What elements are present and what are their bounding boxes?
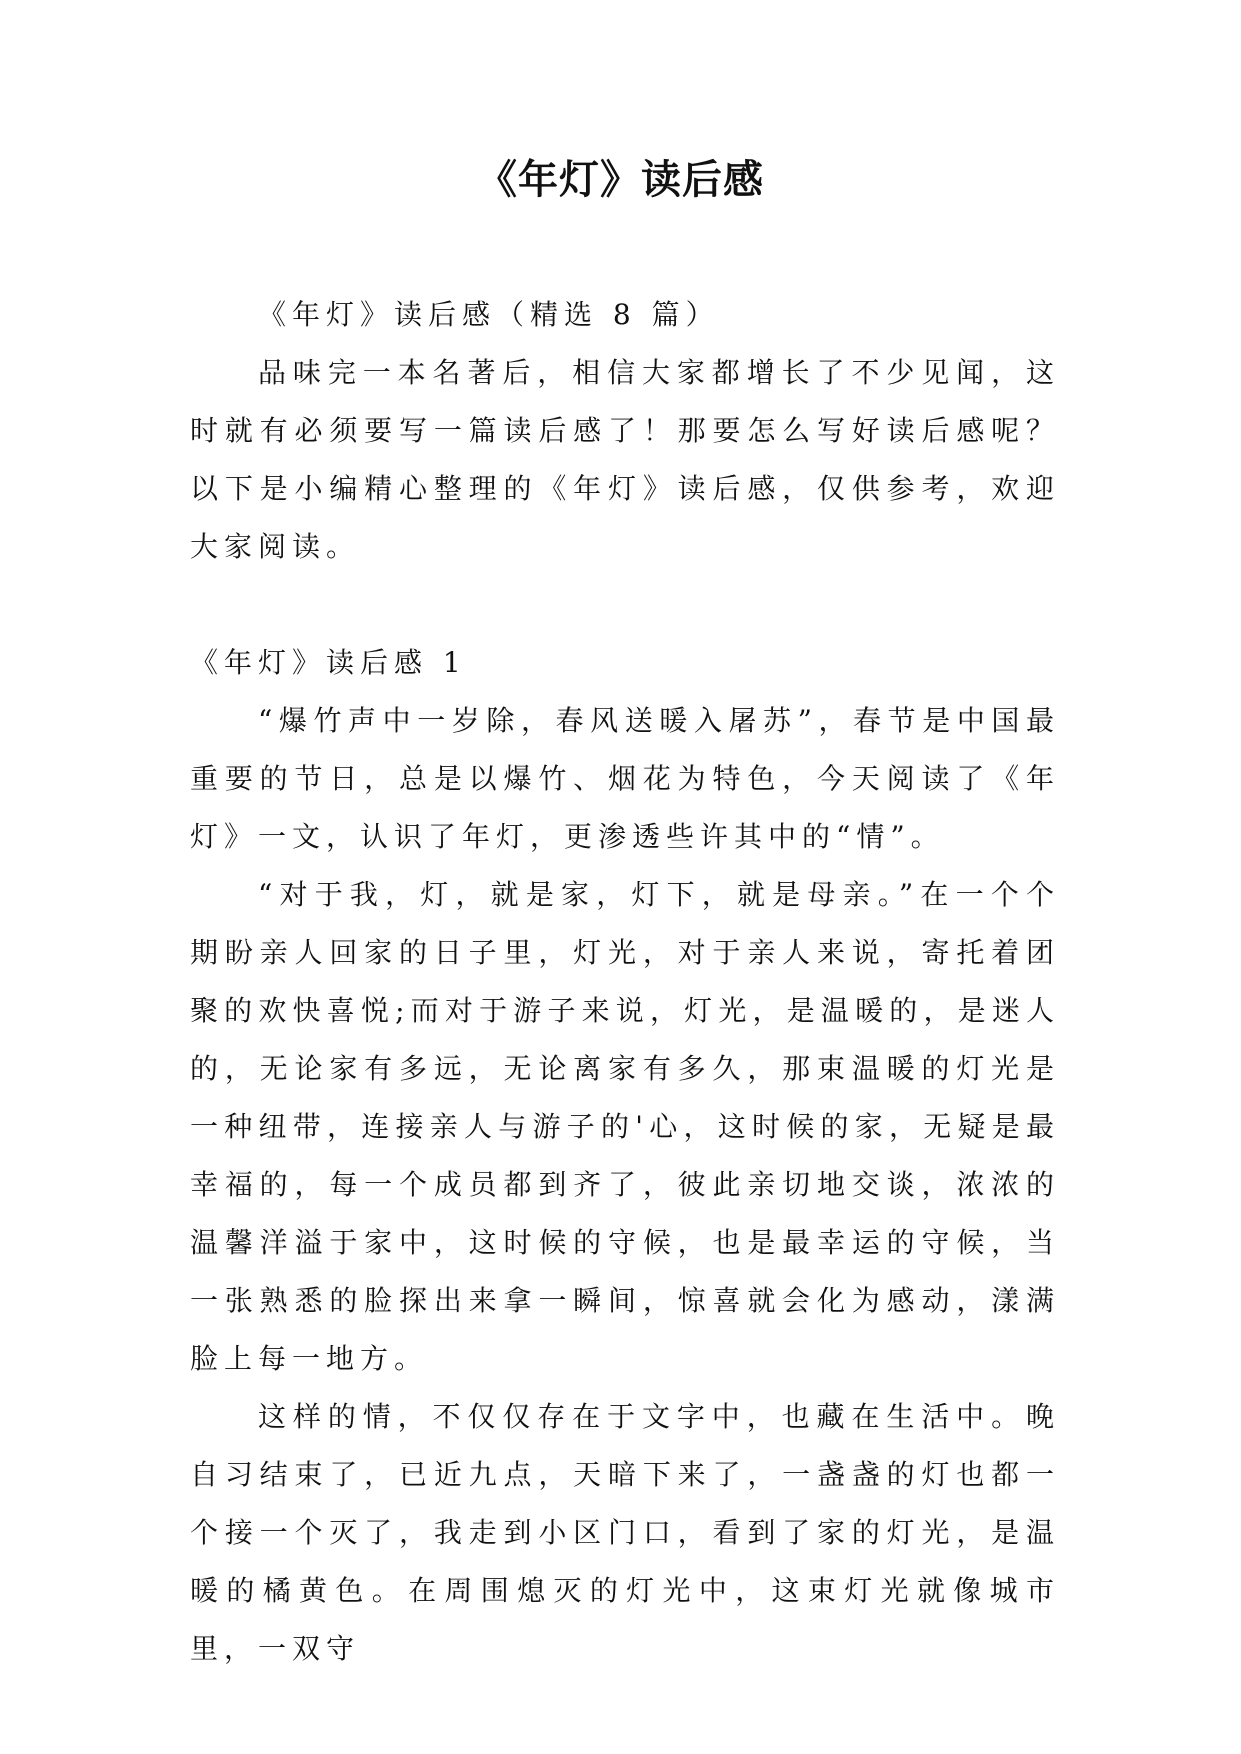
section-heading: 《年灯》读后感 1 — [190, 646, 467, 679]
document-title: 《年灯》读后感 — [477, 157, 764, 203]
body-paragraph: “对于我，灯，就是家，灯下，就是母亲。”在一个个期盼亲人回家的日子里，灯光，对于亲人来说，寄托着团聚的欢快喜悦;而对于游子来说，灯光，是温暖的，是迷人的，无论家有多远，无论离家有多久，那束温暖的灯光是一种纽带，连接亲人与游子的'心，这时候的家，无疑是最幸福的，每一个成员都到齐了，彼此亲切地交谈，浓浓的温馨洋溢于家中，这时候的守候，也是最幸运的守候，当一张熟悉的脸探出来拿一瞬间，惊喜就会化为感动，漾满脸上每一地方。 — [190, 878, 1060, 1375]
body-paragraph: “爆竹声中一岁除，春风送暖入屠苏”，春节是中国最重要的节日，总是以爆竹、烟花为特色，今天阅读了《年灯》一文，认识了年灯，更渗透些许其中的“情”。 — [190, 704, 1060, 853]
document-body — [190, 286, 1060, 1678]
section-spacer — [190, 576, 1060, 634]
document-subtitle: 《年灯》读后感（精选 8 篇） — [258, 298, 720, 331]
body-paragraph: 这样的情，不仅仅存在于文字中，也藏在生活中。晚自习结束了，已近九点，天暗下来了，一盏盏的灯也都一个接一个灭了，我走到小区门口，看到了家的灯光，是温暖的橘黄色。在周围熄灭的灯光中，这束灯光就像城市里，一双守 — [190, 1400, 1060, 1665]
intro-paragraph: 品味完一本名著后，相信大家都增长了不少见闻，这时就有必须要写一篇读后感了！那要怎么写好读后感呢？以下是小编精心整理的《年灯》读后感，仅供参考，欢迎大家阅读。 — [190, 356, 1060, 563]
